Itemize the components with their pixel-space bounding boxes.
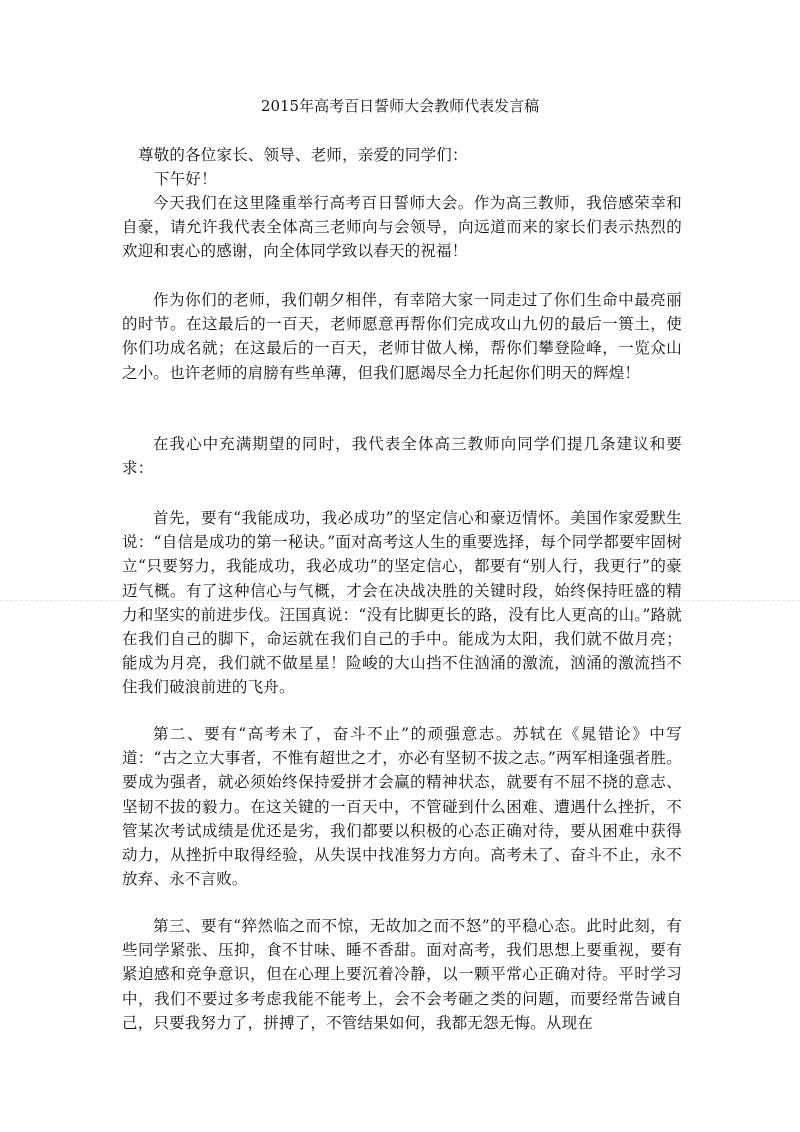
paragraph-third: 第三、要有“猝然临之而不惊，无故加之而不怒”的平稳心态。此时此刻，有些同学紧张、压抑，食不甘味、睡不香甜。面对高考，我们思想上要重视，要有紧迫感和竞争意识，但在心理上要沉着冷静，以一颗平常心正确对待。平时学习中，我们不要过多考虑我能不能考上，会不会考砸之类的问题，而要经常告诫自己，只要我努力了，拼搏了，不管结果如何，我都无怨无悔。从现在 [122,917,682,1032]
paragraph-opening: 今天我们在这里隆重举行高考百日誓师大会。作为高三教师，我倍感荣幸和自豪，请允许我代表全体高三老师向与会领导，向远道而来的家长们表示热烈的欢迎和衷心的感谢，向全体同学致以春天的祝福！ [122,194,682,261]
paragraph-second: 第二、要有“高考未了，奋斗不止”的顽强意志。苏轼在《晁错论》中写道：“古之立大事者，不惟有超世之才，亦必有坚韧不拔之志。”两军相逢强者胜。要成为强者，就必须始终保持爱拼才会赢的精神状态，就要有不屈不挠的意志、坚韧不拔的毅力。在这关键的一百天中，不管碰到什么困难、遭遇什么挫折，不管某次考试成绩是优还是劣，我们都要以积极的心态正确对待，要从困难中获得动力，从挫折中取得经验，从失误中找准努力方向。高考未了、奋斗不止，永不放弃、永不言败。 [122,725,682,889]
page-title: 2015年高考百日誓师大会教师代表发言稿 [260,97,540,115]
paragraph-teachers: 作为你们的老师，我们朝夕相伴，有幸陪大家一同走过了你们生命中最亮丽的时节。在这最后的一百天，老师愿意再帮你们完成攻山九仞的最后一篑土，使你们功成名就；在这最后的一百天，老师甘做人梯，帮你们攀登险峰，一览众山之小。也许老师的肩膀有些单薄，但我们愿竭尽全力托起你们明天的辉煌！ [122,291,682,382]
salutation: 尊敬的各位家长、领导、老师，亲爱的同学们： [138,146,468,164]
greeting: 下午好！ [154,170,217,188]
paragraph-suggestions-intro: 在我心中充满期望的同时，我代表全体高三教师向同学们提几条建议和要求： [122,435,682,478]
paragraph-first: 首先，要有“我能成功，我必成功”的坚定信心和豪迈情怀。美国作家爱默生说：“自信是成功的第一秘诀。”面对高考这人生的重要选择，每个同学都要牢固树立“只要努力，我能成功，我必成功”的坚定信心，都要有“别人行，我更行”的豪迈气概。有了这种信心与气概，才会在决战决胜的关键时段，始终保持旺盛的精力和坚实的前进步伐。汪国真说：“没有比脚更长的路，没有比人更高的山。”路就在我们自己的脚下，命运就在我们自己的手中。能成为太阳，我们就不做月亮；能成为月亮，我们就不做星星！险峻的大山挡不住汹涌的激流，汹涌的激流挡不住我们破浪前进的飞舟。 [122,509,682,697]
